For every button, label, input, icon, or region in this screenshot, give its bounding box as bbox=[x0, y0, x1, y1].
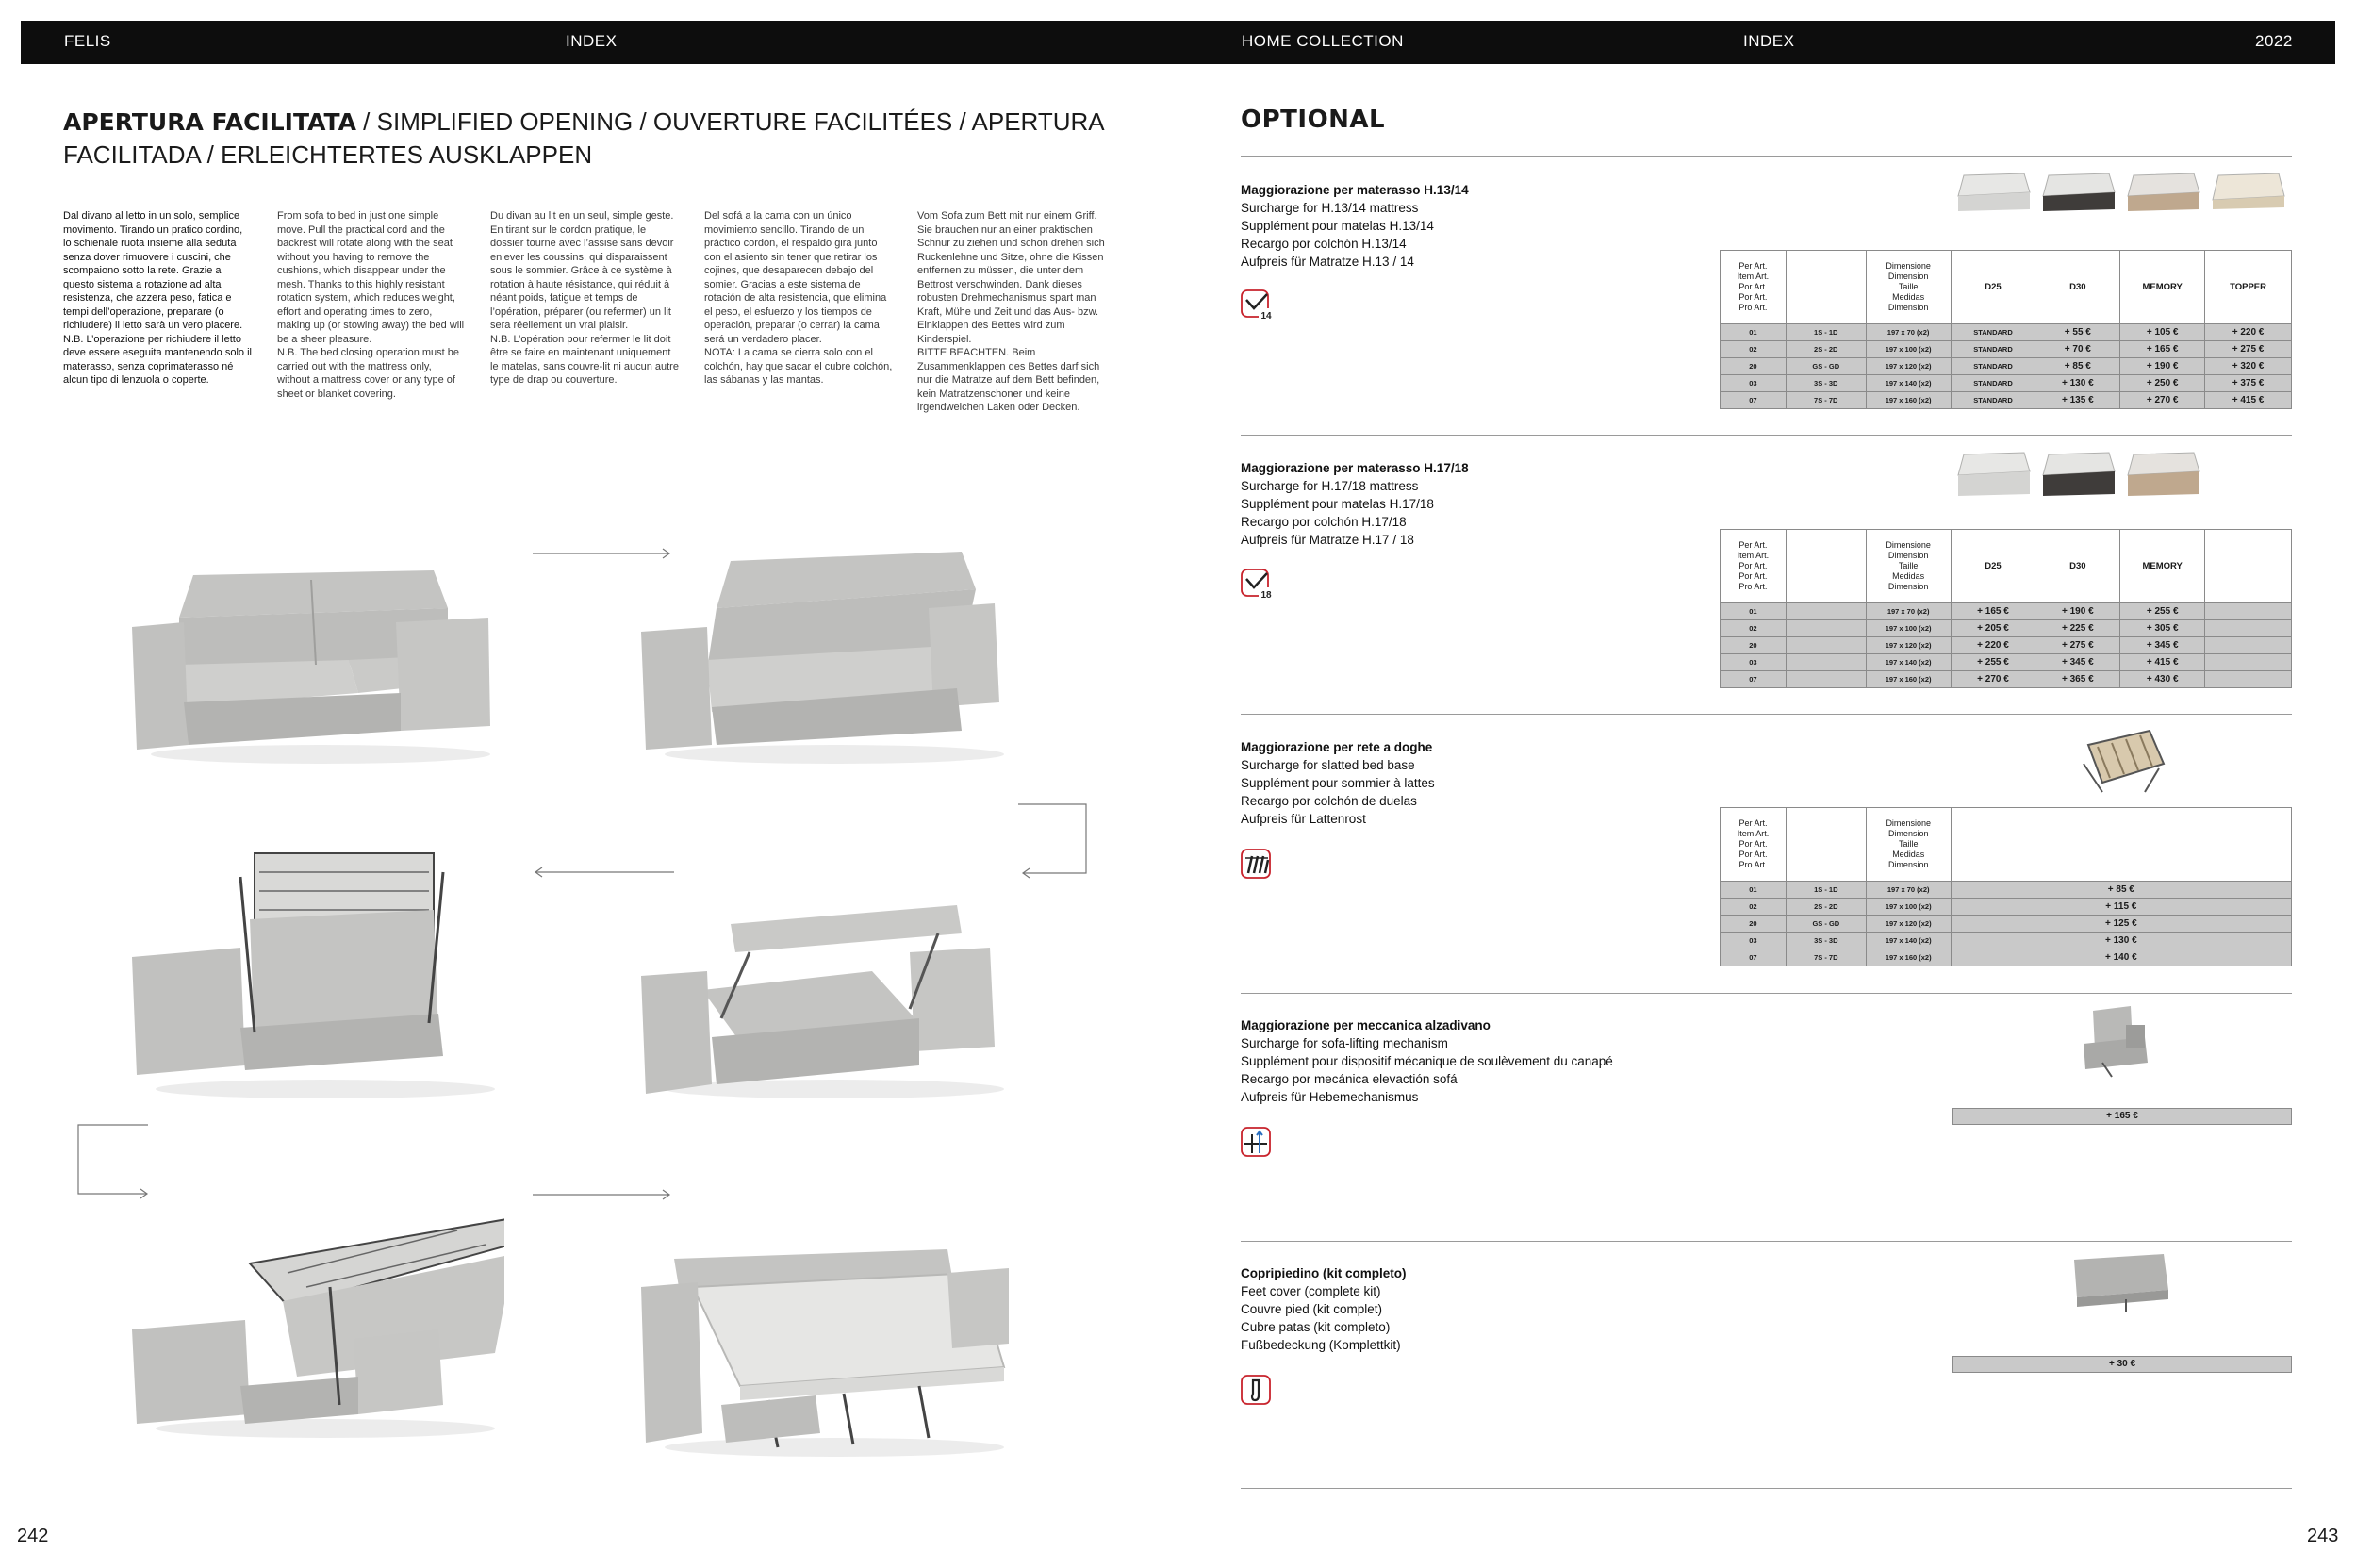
col-d30: D30 bbox=[2035, 251, 2120, 324]
slatted-base-image bbox=[2074, 726, 2168, 797]
text-italian: Dal divano al letto in un solo, semplice movimento. Tirando un pratico cordino, lo schienale ruota insieme alla seduta senza dover rimuovere i cuscini, che scompaiono sotto la rete. Grazie a questo sistema a rotazione ad alta resistenza, che azzera peso, fatica e tempi dell’operazione, preparare (o richiudere) il letto sarà un vero piacere. N.B. L’operazione per richiudere il letto deve essere eseguita mantenendo solo il materasso, senza coprimaterasso né alcun tipo di lenzuola o coperte. bbox=[63, 210, 252, 386]
mattress-topper-swatch bbox=[2211, 172, 2286, 213]
left-index-link[interactable]: INDEX bbox=[566, 32, 618, 50]
mattress-d25-swatch bbox=[1956, 451, 2032, 498]
col-memory: MEMORY bbox=[2120, 530, 2205, 603]
dim-header: Dimensione Dimension Taille Medidas Dimension bbox=[1866, 808, 1951, 882]
arrow-turn-icon bbox=[1018, 803, 1089, 879]
mattress-1718-table bbox=[1720, 529, 2292, 688]
art-header: Per Art. Item Art. Por Art. Por Art. Pro Art. bbox=[1721, 251, 1787, 324]
page-title bbox=[63, 106, 1176, 172]
sofa-closed-image bbox=[123, 552, 500, 768]
mattress-h18-icon bbox=[1241, 569, 1275, 601]
arrow-left-icon bbox=[533, 866, 674, 879]
icon-label: 18 bbox=[1260, 590, 1272, 601]
table-row: 01 1S - 1D 197 x 70 (x2) STANDARD + 55 € + 105 € + 220 € bbox=[1721, 324, 2292, 341]
divider bbox=[1241, 714, 2292, 715]
table-row: 07 7S - 7D 197 x 160 (x2) + 140 € bbox=[1721, 949, 2292, 966]
table-row: 03 3S - 3D 197 x 140 (x2) STANDARD + 130 € + 250 € + 375 € bbox=[1721, 375, 2292, 392]
text-english: From sofa to bed in just one simple move. Pull the practical cord and the backrest will rotate along with the seat without you having to remove the cushions, which disappear under the mesh. Thanks to this highly resistant rotation system, which reduces weight, effort and operating times to zero, making up (or stowing away) the bed will be a sheer pleasure. N.B. The bed closing operation must be carried out with the mattress only, without a mattress cover or any type of sheet or blanket covering. bbox=[277, 210, 465, 400]
title-bold: APERTURA FACILITATA bbox=[63, 108, 356, 136]
col-memory: MEMORY bbox=[2120, 251, 2205, 324]
feet-cover-image bbox=[2069, 1252, 2173, 1313]
mattress-memory-swatch bbox=[2126, 172, 2201, 213]
title-rest: / SIMPLIFIED OPENING / OUVERTURE FACILITÉES / APERTURA FACILITADA / ERLEICHTERTES AUSKLAPPEN bbox=[63, 107, 1104, 169]
right-page-number: 243 bbox=[2307, 1526, 2339, 1546]
section-lifting-mechanism-text bbox=[1241, 999, 1613, 1106]
arrow-right-icon-2 bbox=[533, 1188, 674, 1201]
lifting-mechanism-image bbox=[2074, 1001, 2159, 1081]
sofa-half-open-image bbox=[127, 844, 504, 1103]
table-row: 07 197 x 160 (x2) + 270 € + 365 € + 430 € bbox=[1721, 671, 2292, 688]
feet-cover-price: + 30 € bbox=[1952, 1356, 2292, 1373]
dim-header: Dimensione Dimension Taille Medidas Dimension bbox=[1866, 251, 1951, 324]
section-mattress-1718-text bbox=[1241, 441, 1469, 549]
table-row: 01 1S - 1D 197 x 70 (x2) + 85 € bbox=[1721, 882, 2292, 899]
section-heading: Maggiorazione per meccanica alzadivano bbox=[1241, 1018, 1491, 1032]
table-row: 20 GS - GD 197 x 120 (x2) + 125 € bbox=[1721, 916, 2292, 933]
section-lines: Surcharge for H.17/18 mattress Supplément pour matelas H.17/18 Recargo por colchón H.17/18 Aufpreis für Matratze H.17 / 18 bbox=[1241, 479, 1434, 547]
table-row: 02 2S - 2D 197 x 100 (x2) STANDARD + 70 € + 165 € + 275 € bbox=[1721, 341, 2292, 358]
mattress-d25-swatch bbox=[1956, 172, 2032, 213]
section-heading: Maggiorazione per materasso H.17/18 bbox=[1241, 461, 1469, 475]
col-topper: TOPPER bbox=[2205, 251, 2292, 324]
table-row: 03 3S - 3D 197 x 140 (x2) + 130 € bbox=[1721, 933, 2292, 949]
arrow-down-turn-icon bbox=[77, 1124, 153, 1199]
col-d30: D30 bbox=[2035, 530, 2120, 603]
table-row: 07 7S - 7D 197 x 160 (x2) STANDARD + 135 € + 270 € + 415 € bbox=[1721, 392, 2292, 409]
col-d25: D25 bbox=[1951, 251, 2035, 324]
year: 2022 bbox=[2255, 32, 2293, 50]
header-bar bbox=[21, 21, 2335, 64]
section-heading: Copripiedino (kit completo) bbox=[1241, 1266, 1407, 1280]
table-row: 02 2S - 2D 197 x 100 (x2) + 115 € bbox=[1721, 899, 2292, 916]
sofa-rotating-image bbox=[636, 896, 1013, 1103]
mattress-d30-swatch bbox=[2041, 172, 2117, 213]
left-page-number: 242 bbox=[17, 1526, 49, 1546]
right-index-link[interactable]: INDEX bbox=[1743, 32, 1795, 50]
table-row: 03 197 x 140 (x2) + 255 € + 345 € + 415 € bbox=[1721, 654, 2292, 671]
table-row: 20 197 x 120 (x2) + 220 € + 275 € + 345 € bbox=[1721, 637, 2292, 654]
slatted-base-icon bbox=[1241, 849, 1275, 881]
text-french: Du divan au lit en un seul, simple geste. En tirant sur le cordon pratique, le dossier tourne avec l’assise sans devoir enlever les coussins, qui disparaissent sous le sommier. Grâce à ce système à rotation à haute résistance, qui réduit à néant poids, fatigue et temps de l’opération, préparer (ou refermer) un lit sera réellement un vrai plaisir. N.B. L’opération pour refermer le lit doit être se faire en maintenant uniquement le matelas, sans couvre-lit ni aucun autre type de drap ou couverture. bbox=[490, 210, 679, 386]
section-lines: Feet cover (complete kit) Couvre pied (kit complet) Cubre patas (kit completo) Fußbedeckung (Komplettkit) bbox=[1241, 1284, 1401, 1352]
optional-title: OPTIONAL bbox=[1241, 106, 1386, 134]
mattress-h14-icon bbox=[1241, 289, 1275, 322]
text-spanish: Del sofá a la cama con un único movimiento sencillo. Tirando de un práctico cordón, el respaldo gira junto con el asiento sin tener que retirar los cojines, que desaparecen debajo del somier. Gracias a este sistema de rotación de alta resistencia, que elimina el peso, el esfuerzo y los tiempos de operación, preparar (o cerrar) la cama será un verdadero placer. NOTA: La cama se cierra solo con el colchón, hay que sacar el cubre colchón, las sábanas y las mantas. bbox=[704, 210, 893, 386]
sofa-cord-pulled-image bbox=[636, 542, 1013, 768]
table-row: 01 197 x 70 (x2) + 165 € + 190 € + 255 € bbox=[1721, 603, 2292, 620]
brand-name: FELIS bbox=[64, 32, 111, 50]
mattress-1314-table bbox=[1720, 250, 2292, 409]
section-slatted-base-text bbox=[1241, 720, 1435, 828]
icon-label: 14 bbox=[1260, 311, 1272, 322]
feet-cover-icon bbox=[1241, 1375, 1275, 1407]
table-row: 02 197 x 100 (x2) + 205 € + 225 € + 305 € bbox=[1721, 620, 2292, 637]
divider bbox=[1241, 1241, 2292, 1242]
lifting-mechanism-price: + 165 € bbox=[1952, 1108, 2292, 1125]
divider bbox=[1241, 156, 2292, 157]
lifting-mechanism-icon bbox=[1241, 1127, 1275, 1159]
collection-name: HOME COLLECTION bbox=[1242, 32, 1404, 50]
section-lines: Surcharge for slatted bed base Supplément pour sommier à lattes Recargo por colchón de duelas Aufpreis für Lattenrost bbox=[1241, 758, 1435, 826]
divider bbox=[1241, 1488, 2292, 1489]
art-header: Per Art. Item Art. Por Art. Por Art. Pro Art. bbox=[1721, 808, 1787, 882]
text-german: Vom Sofa zum Bett mit nur einem Griff. Sie brauchen nur an einer praktischen Schnur zu ziehen und schon drehen sich Ruckenlehne und Sitze, ohne die Kissen entfernen zu müssen, die unter dem Bettrost verschwinden. Dank dieses robusten Drehmechanismus spart man Kraft, Mühe und Zeit und das Aus- bzw. Einklappen des Bettes wird zum Kinderspiel. BITTE BEACHTEN. Beim Zusammenklappen des Bettes darf sich nur die Matratze auf dem Bett befinden, kein Matratzenschoner und keine irgendwelchen Laken oder Decken. bbox=[917, 210, 1105, 413]
section-heading: Maggiorazione per rete a doghe bbox=[1241, 740, 1433, 754]
sofa-unfolding-image bbox=[127, 1197, 504, 1443]
section-lines: Surcharge for H.13/14 mattress Supplément pour matelas H.13/14 Recargo por colchón H.13/14 Aufpreis für Matratze H.13 / 14 bbox=[1241, 201, 1434, 269]
sofa-bed-open-image bbox=[636, 1245, 1013, 1461]
divider bbox=[1241, 435, 2292, 436]
section-mattress-1314-text bbox=[1241, 163, 1469, 271]
mattress-d30-swatch bbox=[2041, 451, 2117, 498]
section-lines: Surcharge for sofa-lifting mechanism Supplément pour dispositif mécanique de soulèvement du canapé Recargo por mecánica elevactión sofá Aufpreis für Hebemechanismus bbox=[1241, 1036, 1613, 1104]
table-row: 20 GS - GD 197 x 120 (x2) STANDARD + 85 € + 190 € + 320 € bbox=[1721, 358, 2292, 375]
section-feet-cover-text bbox=[1241, 1246, 1407, 1354]
art-header: Per Art. Item Art. Por Art. Por Art. Pro Art. bbox=[1721, 530, 1787, 603]
slatted-base-table bbox=[1720, 807, 2292, 966]
divider bbox=[1241, 993, 2292, 994]
col-d25: D25 bbox=[1951, 530, 2035, 603]
section-heading: Maggiorazione per materasso H.13/14 bbox=[1241, 183, 1469, 197]
mattress-memory-swatch bbox=[2126, 451, 2201, 498]
dim-header: Dimensione Dimension Taille Medidas Dimension bbox=[1866, 530, 1951, 603]
